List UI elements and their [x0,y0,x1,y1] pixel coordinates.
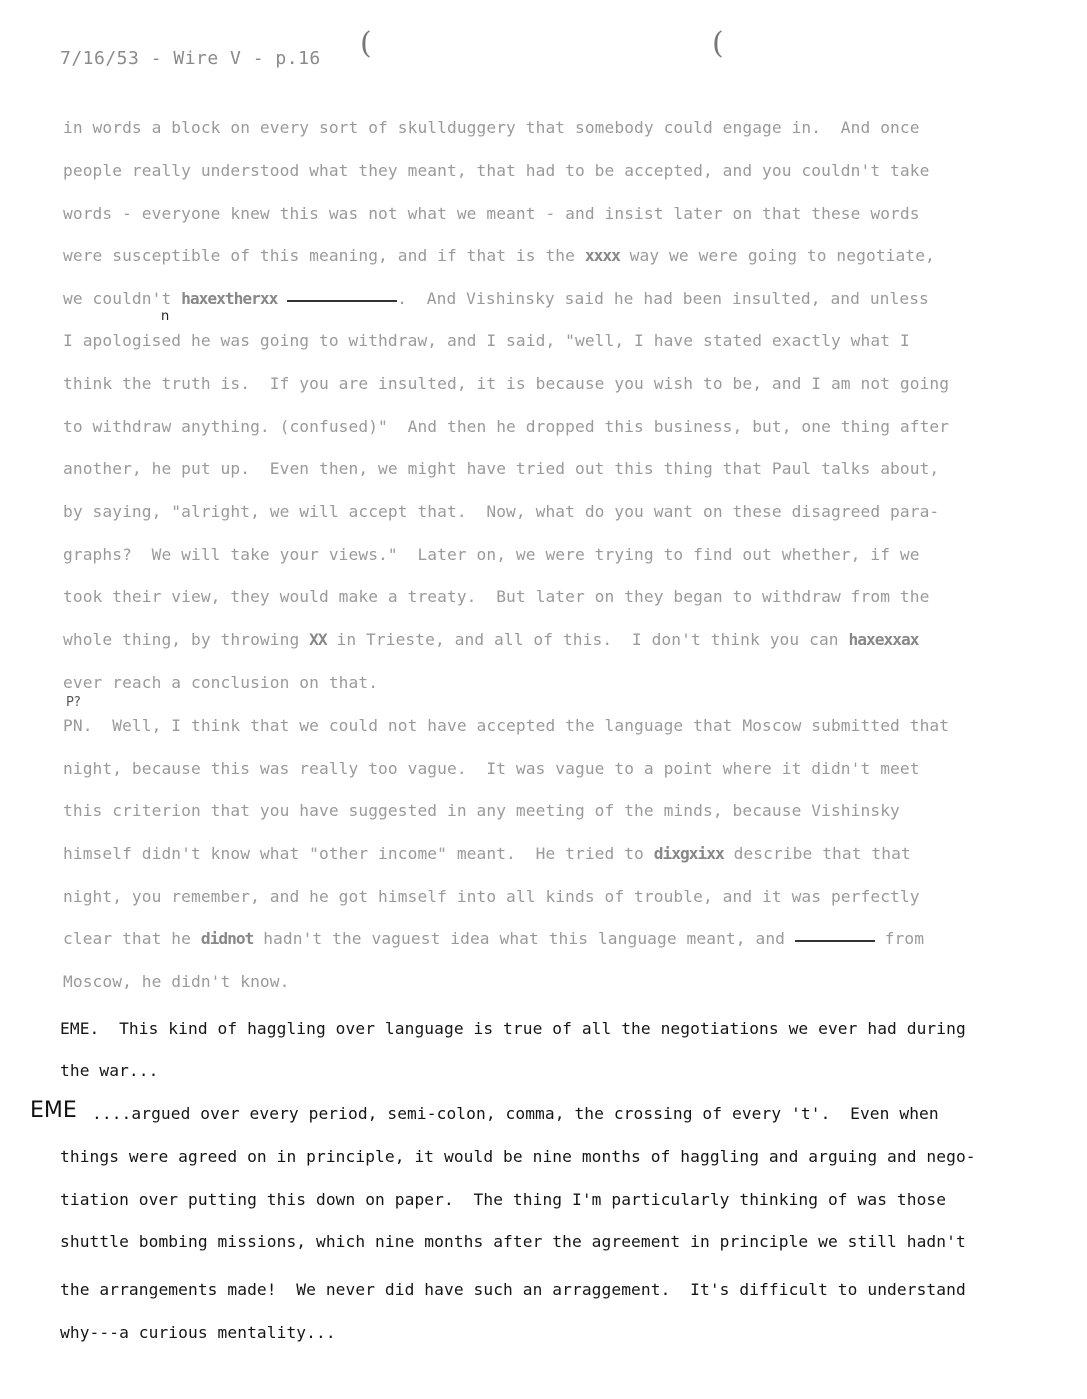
text-line [63,844,911,863]
text-fragment: describe that that [723,844,911,863]
text-line: people really understood what they meant, that had to be accepted, and you couldn't take [63,161,930,180]
strikeout-text: haxextherxx [181,289,278,308]
text-line: think the truth is. If you are insulted, it is because you wish to be, and I am not going [63,374,950,393]
text-line: tiation over putting this down on paper. The thing I'm particularly thinking of was those [60,1190,947,1209]
handwritten-speaker-eme: EME [30,1098,77,1123]
text-fragment: clear that he [63,929,191,948]
text-line [63,246,935,265]
text-line: things were agreed on in principle, it would be nine months of haggling and arguing and nego- [60,1147,976,1166]
text-line: I apologised he was going to withdraw, and I said, "well, I have stated exactly what I [63,331,910,350]
text-fragment: from [874,929,925,948]
text-line: PN. Well, I think that we could not have accepted the language that Moscow submitted that [63,716,950,735]
text-line: words - everyone knew this was not what we meant - and insist later on that these words [63,204,920,223]
strikeout-text: didnot [200,929,254,948]
blank-underline [795,936,875,942]
text-line [63,289,929,308]
text-fragment: . And Vishinsky said he had been insulted, and unless [397,289,929,308]
text-line: why---a curious mentality... [60,1323,336,1342]
text-line: night, you remember, and he got himself into all kinds of trouble, and it was perfectly [63,887,920,906]
paren-mark-left: ( [360,26,372,61]
text-fragment: we couldn't [63,289,172,308]
text-fragment: in Trieste, and all of this. I don't think you can [326,630,849,649]
text-line: Moscow, he didn't know. [63,972,290,991]
text-line: to withdraw anything. (confused)" And then he dropped this business, but, one thing after [63,417,950,436]
page-reference: 7/16/53 - Wire V - p.16 [60,48,321,69]
strikeout-text: xxxx [584,246,620,265]
text-fragment: whole thing, by throwing [63,630,300,649]
blank-underline [287,296,397,302]
text-line: another, he put up. Even then, we might have tried out this thing that Paul talks about, [63,459,940,478]
text-line [63,929,924,948]
text-line: in words a block on every sort of skullduggery that somebody could engage in. And once [63,118,920,137]
text-fragment: way we were going to negotiate, [619,246,935,265]
text-line: the war... [60,1061,159,1080]
text-line: ever reach a conclusion on that. [63,673,379,692]
text-line: shuttle bombing missions, which nine months after the agreement in principle we still hadn't [60,1232,966,1251]
handwritten-n: n [161,309,170,324]
text-line: night, because this was really too vague. It was vague to a point where it didn't meet [63,759,920,778]
text-line: by saying, "alright, we will accept that. Now, what do you want on these disagreed para- [63,502,940,521]
text-line: took their view, they would make a treaty. But later on they began to withdraw from the [63,587,930,606]
text-line: EME. This kind of haggling over language is true of all the negotiations we ever had during [60,1019,966,1038]
text-fragment: hadn't the vaguest idea what this language meant, and [253,929,795,948]
text-fragment: were susceptible of this meaning, and if that is the [63,246,575,265]
strikeout-text: haxexxax [848,630,919,649]
handwritten-pn-mark: P? [66,695,81,710]
strikeout-text: dixgxixx [653,844,724,863]
text-line [63,630,918,649]
text-line: ....argued over every period, semi-colon, comma, the crossing of every 't'. Even when [92,1104,939,1123]
text-fragment: himself didn't know what "other income" meant. He tried to [63,844,644,863]
text-line: this criterion that you have suggested in any meeting of the minds, because Vishinsky [63,801,900,820]
text-line: the arrangements made! We never did have such an arraggement. It's difficult to understand [60,1280,966,1299]
paren-mark-right: ( [712,26,724,61]
text-line: graphs? We will take your views." Later on, we were trying to find out whether, if we [63,545,920,564]
strikeout-text: XX [309,630,327,649]
